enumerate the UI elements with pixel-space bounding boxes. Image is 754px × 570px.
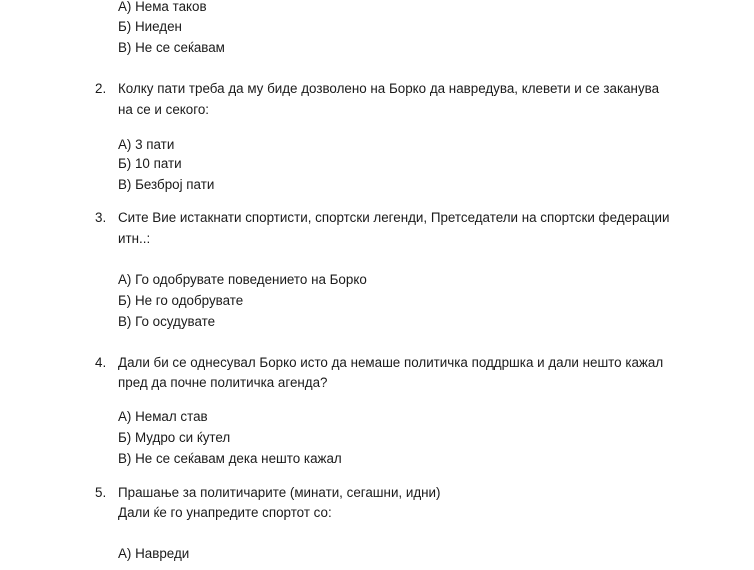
q4-option-b: Б) Мудро си ќутел bbox=[118, 430, 231, 445]
q4-text-line-1: Дали би се однесувал Борко исто да немаше политичка поддршка и дали нешто кажал bbox=[118, 355, 664, 370]
q4-number: 4. bbox=[95, 355, 107, 370]
q2-text-line-1: Колку пати треба да му биде дозволено на Борко да навредува, клевети и се заканува bbox=[118, 81, 660, 96]
q2-text-line-2: на се и секого: bbox=[118, 102, 209, 117]
q5-number: 5. bbox=[95, 485, 107, 500]
q5-option-a: А) Навреди bbox=[118, 546, 190, 561]
q2-option-a: А) 3 пати bbox=[118, 137, 175, 152]
q4-option-a: А) Немал став bbox=[118, 409, 208, 424]
q3-option-b: Б) Не го одобрувате bbox=[118, 293, 244, 308]
q5-text-line-1: Прашање за политичарите (минати, сегашни, идни) bbox=[118, 485, 441, 500]
q3-number: 3. bbox=[95, 210, 107, 225]
q5-text-line-2: Дали ќе го унапредите спортот со: bbox=[118, 505, 332, 520]
q3-text-line-1: Сите Вие истакнати спортисти, спортски легенди, Претседатели на спортски федерации bbox=[118, 210, 670, 225]
q3-text-line-2: итн..: bbox=[118, 231, 151, 246]
q1-option-c: В) Не се сеќавам bbox=[118, 40, 225, 55]
q3-option-c: В) Го осудувате bbox=[118, 314, 216, 329]
q3-option-a: А) Го одобрувате поведението на Борко bbox=[118, 272, 367, 287]
q1-option-a: А) Нема таков bbox=[118, 0, 207, 14]
q2-number: 2. bbox=[95, 81, 107, 96]
q4-text-line-2: пред да почне политичка агенда? bbox=[118, 375, 328, 390]
q4-option-c: В) Не се сеќавам дека нешто кажал bbox=[118, 451, 342, 466]
q2-option-c: В) Безброј пати bbox=[118, 177, 215, 192]
q1-option-b: Б) Ниеден bbox=[118, 19, 182, 34]
q2-option-b: Б) 10 пати bbox=[118, 156, 182, 171]
